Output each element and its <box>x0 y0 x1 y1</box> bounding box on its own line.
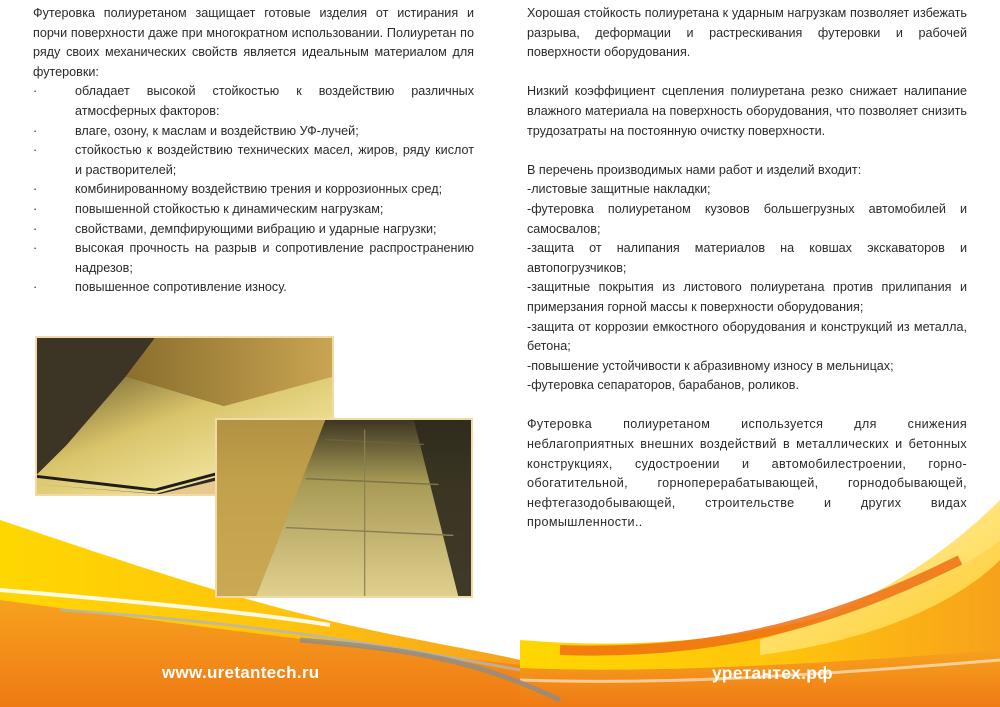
website-link-cyrillic[interactable]: уретантех.рф <box>712 663 833 683</box>
bullet-item: · комбинированному воздействию трения и коррозионных сред; <box>33 180 474 200</box>
works-list-item: -защитные покрытия из листового полиуретана против прилипания и примерзания горной массы к поверхности оборудования; <box>527 280 967 314</box>
bullet-symbol: · <box>33 182 38 197</box>
works-list-item: -повышение устойчивости к абразивному износу в мельницах; <box>527 358 894 373</box>
bullet-symbol: · <box>33 221 38 236</box>
works-list-title: В перечень производимых нами работ и изделий входит: <box>527 162 862 177</box>
bullet-item: · повышенной стойкостью к динамическим нагрузкам; <box>33 200 474 220</box>
bullet-symbol: · <box>33 280 38 295</box>
works-list-item: -листовые защитные накладки; <box>527 182 711 197</box>
applications-paragraph: Футеровка полиуретаном используется для снижения неблагоприятных внешних воздействий в металлических и бетонных конструкциях, судостроении и автомобилестроении, горно-обогатительной, горноперерабатывающей, горнодобывающей, нефтегазодобывающей, строительстве и других видах промышленности.. <box>527 417 967 530</box>
bullet-symbol: · <box>33 201 38 216</box>
works-list-item: -футеровка сепараторов, барабанов, роликов. <box>527 378 799 393</box>
works-list-item: -защита от налипания материалов на ковшах экскаваторов и автопогрузчиков; <box>527 241 967 275</box>
bullet-item: · обладает высокой стойкостью к воздействию различных атмосферных факторов: <box>33 82 474 121</box>
left-column <box>33 4 474 298</box>
intro-paragraph: Футеровка полиуретаном защищает готовые изделия от истирания и порчи поверхности даже при многократном использовании. Полиуретан по ряду своих механических свойств является идеальным материалом для футеровки: <box>33 6 474 79</box>
bullet-item: · высокая прочность на разрыв и сопротивление распространению надрезов; <box>33 239 474 278</box>
works-list-item: -защита от коррозии емкостного оборудования и конструкций из металла, бетона; <box>527 319 967 354</box>
bullet-symbol: · <box>33 123 38 138</box>
bullet-item: · свойствами, демпфирующими вибрацию и ударные нагрузки; <box>33 220 474 240</box>
bullet-symbol: · <box>33 241 38 256</box>
works-list-item: -футеровка полиуретаном кузовов большегрузных автомобилей и самосвалов; <box>527 201 967 236</box>
adhesion-paragraph: Низкий коэффициент сцепления полиуретана резко снижает налипание влажного материала на поверхность оборудования, что позволяет снизить трудозатраты на постоянную очистку поверхности. <box>527 84 967 138</box>
website-link-latin[interactable]: www.uretantech.ru <box>162 663 320 682</box>
photo-lined-chute <box>215 418 473 598</box>
impact-resistance-paragraph: Хорошая стойкость полиуретана к ударным нагрузкам позволяет избежать разрыва, деформации и растрескивания футеровки и рабочей поверхности оборудования. <box>527 6 967 60</box>
right-column <box>527 4 967 533</box>
bullet-item: · стойкостью к воздействию технических масел, жиров, ряду кислот и растворителей; <box>33 141 474 180</box>
bullet-symbol: · <box>33 143 38 158</box>
bullet-item: · влаге, озону, к маслам и воздействию УФ-лучей; <box>33 122 474 142</box>
bullet-item: · повышенное сопротивление износу. <box>33 278 474 298</box>
bullet-symbol: · <box>33 84 38 99</box>
